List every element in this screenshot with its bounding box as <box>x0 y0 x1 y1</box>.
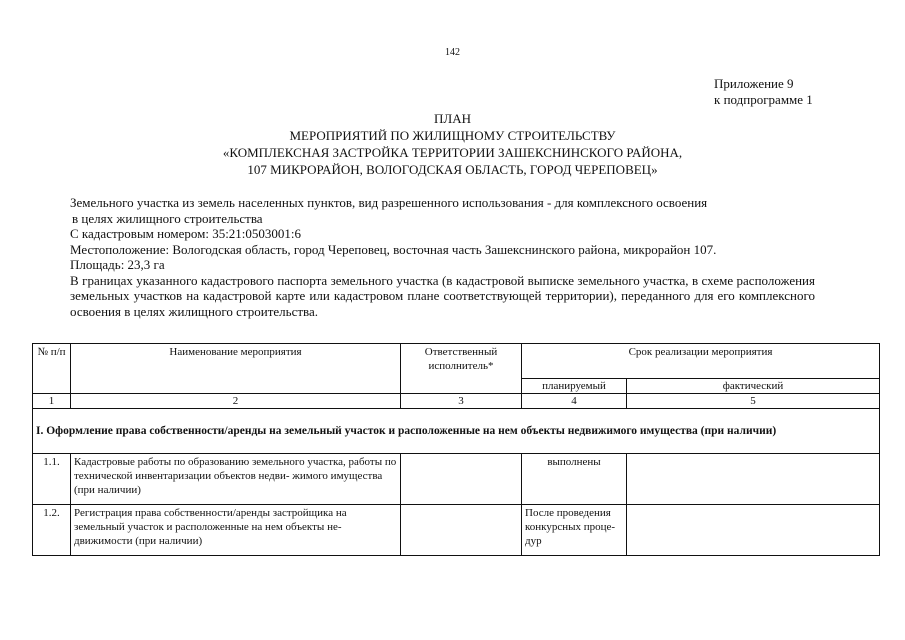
land-description-line-2: в целях жилищного строительства <box>72 210 263 226</box>
row-planned: выполнены <box>522 454 627 505</box>
column-number: 3 <box>401 394 522 409</box>
header-responsible: Ответственный исполнитель* <box>401 344 522 394</box>
header-period: Срок реализации мероприятия <box>522 344 880 379</box>
appendix-header <box>714 76 813 108</box>
column-number-row <box>33 394 880 409</box>
title-line-1: ПЛАН <box>434 111 471 126</box>
description-block <box>70 195 815 319</box>
header-name: Наименование мероприятия <box>71 344 401 394</box>
column-number: 5 <box>627 394 880 409</box>
section-row <box>33 409 880 454</box>
column-number: 1 <box>33 394 71 409</box>
cadastral-number: С кадастровым номером: 35:21:0503001:6 <box>70 226 302 241</box>
location: Местоположение: Вологодская область, город Череповец, восточная часть Зашекснинского района, микрорайон 107. <box>70 241 717 257</box>
document-title <box>180 110 725 178</box>
header-actual: фактический <box>627 379 880 394</box>
plan-table <box>32 343 880 556</box>
boundaries-paragraph: В границах указанного кадастрового паспорта земельного участка (в кадастровой выписке земельного участка, в схеме расположения земельных участков на кадастровой карте или кадастровом плане соответствующей территории), переданного для его комплексного освоения в целях жилищного строительства. <box>70 272 815 319</box>
row-activity-name: Регистрация права собственности/аренды застройщика на земельный участок и расположенные на нем объекты не- движимости (при наличии) <box>71 505 401 556</box>
column-number: 4 <box>522 394 627 409</box>
table-header-row <box>33 344 880 379</box>
table-row <box>33 505 880 556</box>
page-number: 142 <box>445 47 460 58</box>
title-line-4: 107 МИКРОРАЙОН, ВОЛОГОДСКАЯ ОБЛАСТЬ, ГОРОД ЧЕРЕПОВЕЦ» <box>247 162 658 177</box>
table-row <box>33 454 880 505</box>
header-num: № п/п <box>33 344 71 394</box>
row-actual <box>627 454 880 505</box>
row-activity-name: Кадастровые работы по образованию земельного участка, работы по технической инвентаризации объектов недви- жимого имущества (при наличии) <box>71 454 401 505</box>
land-description-line-1: Земельного участка из земель населенных пунктов, вид разрешенного использования - для комплексного освоения <box>70 195 708 210</box>
column-number: 2 <box>71 394 401 409</box>
row-responsible <box>401 505 522 556</box>
row-number: 1.2. <box>33 505 71 556</box>
row-actual <box>627 505 880 556</box>
appendix-line-2: к подпрограмме 1 <box>714 92 813 107</box>
row-planned: После проведения конкурсных проце- дур <box>522 505 627 556</box>
row-number: 1.1. <box>33 454 71 505</box>
header-planned: планируемый <box>522 379 627 394</box>
title-line-2: МЕРОПРИЯТИЙ ПО ЖИЛИЩНОМУ СТРОИТЕЛЬСТВУ <box>289 128 616 143</box>
row-responsible <box>401 454 522 505</box>
section-title: I. Оформление права собственности/аренды на земельный участок и расположенные на нем объекты недвижимого имущества (при наличии) <box>33 409 880 454</box>
area: Площадь: 23,3 га <box>70 257 165 272</box>
title-line-3: «КОМПЛЕКСНАЯ ЗАСТРОЙКА ТЕРРИТОРИИ ЗАШЕКСНИНСКОГО РАЙОНА, <box>222 145 683 160</box>
appendix-line-1: Приложение 9 <box>714 76 794 91</box>
